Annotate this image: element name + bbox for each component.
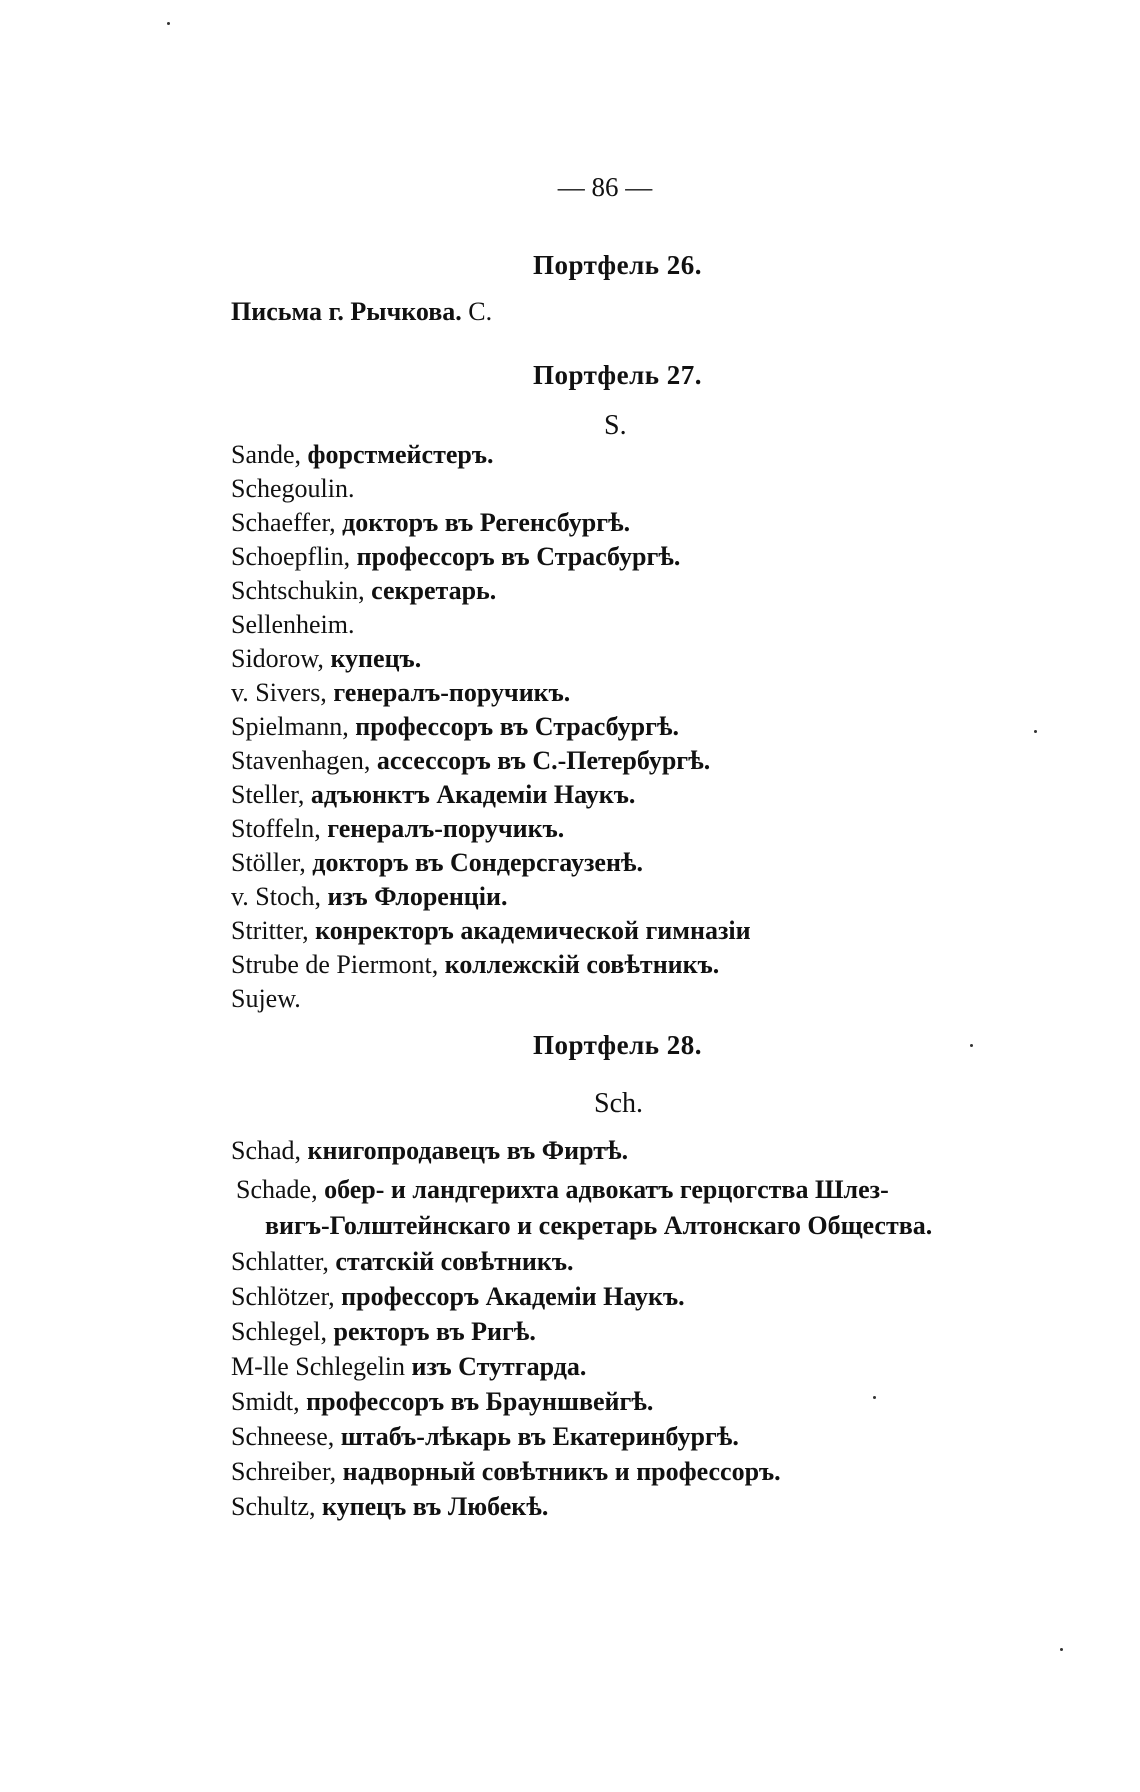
list-item (231, 678, 570, 708)
entry-name: Schade, (236, 1175, 318, 1204)
entry-description: докторъ въ Регенсбургѣ. (335, 508, 631, 537)
entry-description: секретарь. (364, 576, 497, 605)
entry-description: профессоръ въ Страсбургѣ. (350, 542, 681, 571)
entry-name: v. Sivers, (231, 678, 327, 707)
entry-name: Schlegel, (231, 1317, 328, 1346)
list-item (231, 1247, 574, 1277)
entry-description: генералъ-поручикъ. (320, 814, 565, 843)
section-letter-sch: Sch. (594, 1088, 643, 1119)
list-item (231, 950, 719, 980)
entry-description: вигъ-Голштейнскаго и секретарь Алтонскаго Общества. (265, 1211, 933, 1240)
entry-description: ректоръ въ Ригѣ. (327, 1317, 536, 1346)
entry-name: C. (461, 297, 493, 326)
entry-description: купецъ. (323, 644, 422, 673)
entry-description: профессоръ въ Страсбургѣ. (348, 712, 679, 741)
entry-description: изъ Флоренціи. (321, 882, 508, 911)
entry-description: докторъ въ Сондерсгаузенѣ. (305, 848, 644, 877)
list-item (231, 474, 355, 504)
list-item-continuation (265, 1211, 932, 1241)
section-heading-27: Портфель 27. (533, 360, 703, 390)
entry-name: Schtschukin, (231, 576, 365, 605)
entry-description: профессоръ Академіи Наукъ. (334, 1282, 685, 1311)
entry-description: адъюнктъ Академіи Наукъ. (304, 780, 636, 809)
scan-speck (1060, 1648, 1063, 1651)
list-item (231, 576, 496, 606)
list-item (231, 1282, 685, 1312)
page-number: — 86 — (557, 172, 653, 202)
section-heading-28: Портфель 28. (533, 1030, 703, 1060)
list-item (231, 882, 507, 912)
entry-name: Schlatter, (231, 1247, 329, 1276)
list-item (231, 1457, 781, 1487)
section-heading-26: Портфель 26. (533, 250, 703, 280)
entry-name: Schad, (231, 1136, 302, 1165)
entry-name: Smidt, (231, 1387, 300, 1416)
list-item (231, 780, 635, 810)
list-item (231, 297, 492, 327)
list-item (231, 1317, 536, 1347)
list-item (236, 1175, 889, 1205)
entry-description: профессоръ въ Брауншвейгѣ. (299, 1387, 654, 1416)
list-item (231, 814, 564, 844)
entry-description: книгопродавецъ въ Фиртѣ. (301, 1136, 629, 1165)
entry-name: Schegoulin. (231, 474, 355, 503)
entry-name: Stritter, (231, 916, 309, 945)
list-item (231, 610, 354, 640)
list-item (231, 712, 679, 742)
scan-speck (873, 1396, 876, 1399)
list-item (231, 916, 751, 946)
list-item (231, 440, 494, 470)
entry-description: надворный совѣтникъ и профессоръ. (336, 1457, 781, 1486)
list-item (231, 508, 630, 538)
list-item (231, 1387, 653, 1417)
entry-name: Schultz, (231, 1492, 316, 1521)
list-item (231, 848, 643, 878)
entry-description: штабъ-лѣкарь въ Екатеринбургѣ. (334, 1422, 739, 1451)
entry-description: ассессоръ въ С.-Петербургѣ. (370, 746, 711, 775)
entry-description: купецъ въ Любекѣ. (315, 1492, 549, 1521)
entry-description: генералъ-поручикъ. (326, 678, 571, 707)
entry-description: изъ Стутгарда. (405, 1352, 587, 1381)
entry-name: Strube de Piermont, (231, 950, 439, 979)
entry-description: обер- и ландгерихта адвокатъ герцогства Шлез- (317, 1175, 889, 1204)
entry-description: форстмейстеръ. (301, 440, 494, 469)
section-letter-s: S. (604, 410, 627, 441)
list-item (231, 746, 710, 776)
list-item (231, 984, 301, 1014)
entry-name: Stavenhagen, (231, 746, 371, 775)
entry-name: Sellenheim. (231, 610, 355, 639)
entry-name: Stöller, (231, 848, 306, 877)
list-item (231, 644, 421, 674)
entry-name: Stoffeln, (231, 814, 321, 843)
entry-name: Sujew. (231, 984, 301, 1013)
list-item (231, 1422, 739, 1452)
entry-name: Schlötzer, (231, 1282, 335, 1311)
list-item (231, 1492, 548, 1522)
entry-description: коллежскій совѣтникъ. (438, 950, 720, 979)
entry-name: Schreiber, (231, 1457, 337, 1486)
entry-name: M-lle Schlegelin (231, 1352, 406, 1381)
entry-name: Steller, (231, 780, 305, 809)
list-item (231, 542, 680, 572)
scan-speck (1034, 730, 1037, 733)
list-item (231, 1136, 628, 1166)
entry-name: Schaeffer, (231, 508, 336, 537)
scan-speck (970, 1044, 973, 1047)
entry-description: Письма г. Рычкова. (231, 297, 462, 326)
entry-name: Sidorow, (231, 644, 324, 673)
entry-name: Schoepflin, (231, 542, 351, 571)
entry-name: v. Stoch, (231, 882, 322, 911)
entry-name: Spielmann, (231, 712, 349, 741)
scan-speck (167, 22, 170, 25)
entry-description: конректоръ академической гимназіи (308, 916, 751, 945)
entry-name: Schneese, (231, 1422, 335, 1451)
entry-name: Sande, (231, 440, 302, 469)
entry-description: статскій совѣтникъ. (328, 1247, 574, 1276)
list-item (231, 1352, 586, 1382)
